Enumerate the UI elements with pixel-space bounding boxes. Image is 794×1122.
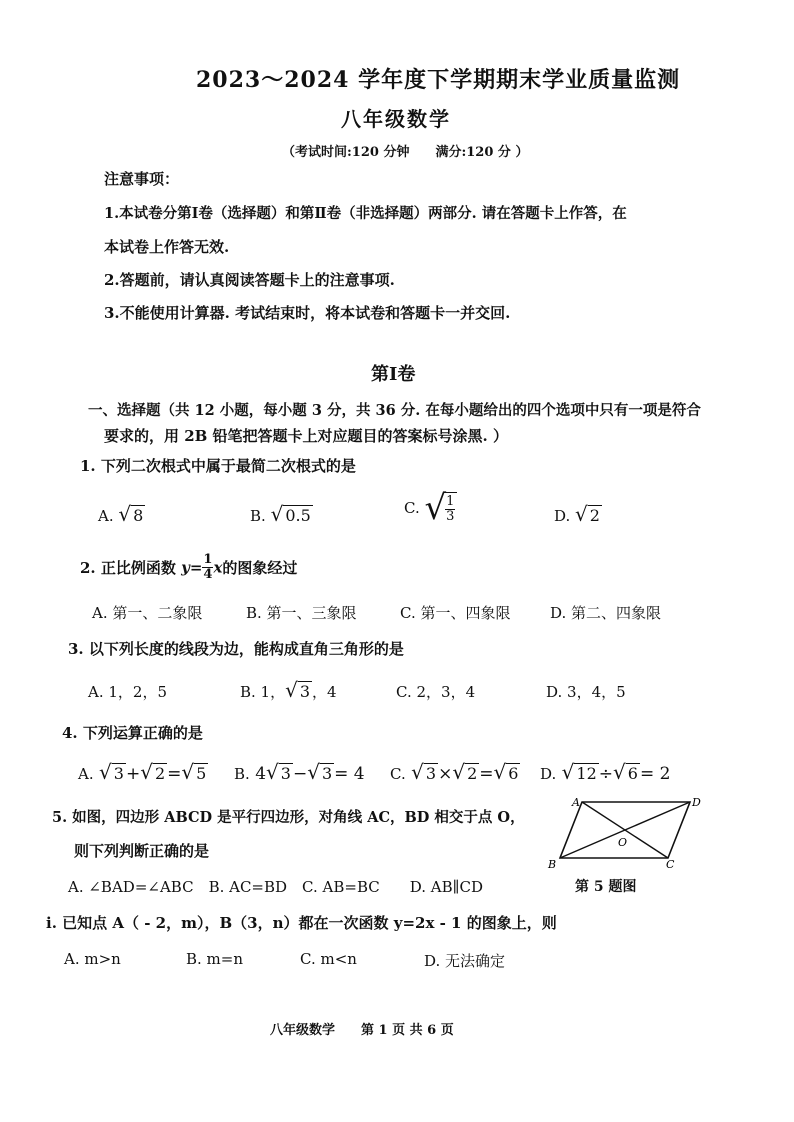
q4-c-rad-2: √ 2: [452, 760, 478, 784]
q4-b-result: = 4: [334, 764, 365, 784]
q4-c-radicand-2: 2: [467, 764, 478, 783]
q4-option-d: [540, 760, 670, 784]
q4-c-rad-3: √ 6: [493, 760, 519, 784]
q1-option-b-radical: √ 0.5: [270, 502, 311, 526]
q6-option-c: C. m<n: [300, 950, 357, 968]
q4-d-rad-2: √ 6: [613, 760, 638, 784]
q2-equals: =: [189, 558, 203, 577]
q3-option-b-radical: √ 3: [285, 678, 311, 702]
vertex-label-c: C: [666, 858, 675, 871]
q4-d-result: = 2: [639, 764, 671, 784]
notice-heading: 注意事项：: [104, 170, 180, 188]
q4-d-radicand-2: 6: [627, 764, 638, 783]
q4-a-rad-2: √ 2: [140, 760, 166, 784]
q1-option-c-denominator: 3: [446, 509, 455, 524]
q4-d-radicand-1: 12: [576, 764, 597, 783]
q4-a-operator: +: [125, 764, 141, 784]
q4-c-radicand-1: 3: [425, 764, 437, 783]
q1-option-d-label: D.: [554, 507, 571, 525]
q1-option-d-radicand: 2: [589, 506, 600, 525]
q4-b-rad-2: √ 3: [307, 760, 333, 784]
q3-option-b-suffix: ，4: [312, 683, 337, 701]
q1-option-d-radical: √ 2: [575, 502, 600, 526]
part1-intro-line-2: 要求的，用 2B 铅笔把答题卡上对应题目的答案标号涂黑. ）: [104, 427, 509, 445]
q2-stem: [80, 553, 297, 582]
section-title: 第Ⅰ卷: [371, 364, 416, 385]
q3-option-b: [240, 678, 337, 702]
q4-a-radicand-3: 5: [196, 764, 207, 783]
q1-option-a-radical: √ 8: [118, 502, 144, 526]
q1-option-c-numerator: 1: [446, 494, 455, 509]
q4-stem: 4. 下列运算正确的是: [62, 724, 203, 742]
q6-stem: i. 已知点 A（ - 2，m），B（3，n）都在一次函数 y=2x - 1 的图象上，则: [46, 914, 557, 932]
q2-denominator: 4: [203, 567, 213, 582]
q4-a-rad-1: √ 3: [99, 760, 124, 784]
q4-c-rad-1: √ 3: [411, 760, 437, 784]
subject-title: 八年级数学: [341, 107, 451, 131]
q4-option-a-label: A.: [78, 765, 94, 783]
q2-var-y: y: [181, 558, 190, 577]
vertex-label-d: D: [692, 796, 701, 809]
q3-option-b-prefix: B. 1，: [240, 683, 286, 701]
q4-a-radicand-2: 2: [154, 764, 166, 783]
q1-option-c: [404, 488, 457, 528]
q1-option-b-label: B.: [250, 507, 266, 525]
q2-stem-suffix: 的图象经过: [222, 559, 298, 577]
q4-option-c: [390, 760, 520, 784]
q1-option-b-radicand: 0.5: [285, 506, 311, 525]
q1-option-c-fraction: [443, 492, 457, 524]
vertex-label-b: B: [548, 858, 557, 871]
q4-b-coefficient: 4: [255, 764, 267, 784]
q6-option-d: D. 无法确定: [424, 952, 506, 970]
q5-stem-line-1: 5. 如图，四边形 ABCD 是平行四边形，对角线 AC，BD 相交于点 O，: [52, 809, 525, 826]
q3-option-c: C. 2，3，4: [396, 683, 476, 701]
q4-c-radicand-3: 6: [508, 764, 519, 783]
q6-option-b: B. m=n: [186, 950, 244, 968]
q5-parallelogram-figure: [540, 792, 710, 876]
q4-b-radicand-1: 3: [280, 764, 291, 783]
q1-option-c-label: C.: [404, 499, 420, 517]
notice-item-1-line-2: 本试卷上作答无效.: [104, 238, 230, 256]
q3-stem: 3. 以下列长度的线段为边，能构成直角三角形的是: [68, 640, 404, 658]
q2-option-a: A. 第一、二象限: [92, 604, 203, 622]
q1-option-d: [554, 502, 602, 526]
q1-option-c-radical-sign: √: [424, 488, 447, 528]
q4-b-operator: −: [292, 764, 308, 784]
q1-stem: 1. 下列二次根式中属于最简二次根式的是: [80, 457, 356, 475]
q4-c-operator: ×: [438, 764, 453, 784]
q4-option-d-label: D.: [540, 765, 557, 783]
exam-info: （考试时间:120 分钟 满分:120 分 ）: [282, 145, 529, 160]
q4-b-rad-1: √ 3: [266, 760, 291, 784]
exam-title: 2023～2024 学年度下学期期末学业质量监测: [196, 67, 681, 93]
q4-option-b: [234, 760, 365, 784]
q3-option-a: A. 1，2，5: [88, 683, 167, 701]
q2-option-d: D. 第二、四象限: [550, 604, 662, 622]
q4-option-c-label: C.: [390, 765, 406, 783]
q2-numerator: 1: [203, 552, 213, 567]
q4-d-rad-1: √ 12: [561, 760, 597, 784]
notice-item-3: 3.不能使用计算器. 考试结束时，将本试卷和答题卡一并交回.: [104, 304, 511, 322]
q3-option-d: D. 3，4，5: [546, 683, 626, 701]
vertex-label-a: A: [572, 796, 580, 809]
q4-a-equals: =: [167, 764, 182, 784]
q4-b-radicand-2: 3: [321, 764, 333, 783]
q4-option-b-label: B.: [234, 765, 250, 783]
q4-c-equals: =: [479, 764, 494, 784]
notice-item-2: 2.答题前，请认真阅读答题卡上的注意事项.: [104, 271, 395, 289]
q3-option-b-radicand: 3: [299, 682, 311, 701]
q2-stem-prefix: 2. 正比例函数: [80, 559, 176, 577]
q1-option-a-label: A.: [98, 507, 114, 525]
q5-stem-line-2: 则下列判断正确的是: [74, 842, 210, 860]
q1-option-a-radicand: 8: [133, 506, 144, 525]
q1-option-b: [250, 502, 313, 526]
q2-fraction: [202, 553, 213, 582]
q5-options: A. ∠BAD=∠ABC B. AC=BD C. AB=BC D. AB∥CD: [68, 878, 484, 896]
q4-option-a: [78, 760, 208, 784]
q1-option-a: [98, 502, 145, 526]
q4-a-rad-3: √ 5: [181, 760, 207, 784]
q2-option-c: C. 第一、四象限: [400, 604, 511, 622]
q4-d-operator: ÷: [598, 764, 614, 784]
q6-option-a: A. m>n: [64, 950, 121, 968]
page-footer: 八年级数学 第 1 页 共 6 页: [270, 1023, 454, 1038]
part1-intro-line-1: 一、选择题（共 12 小题，每小题 3 分，共 36 分. 在每小题给出的四个选项中只有一项是符合: [88, 402, 701, 419]
q4-a-radicand-1: 3: [113, 764, 124, 783]
notice-item-1-line-1: 1.本试卷分第Ⅰ卷（选择题）和第Ⅱ卷（非选择题）两部分. 请在答题卡上作答，在: [104, 205, 627, 222]
intersection-label-o: O: [618, 836, 628, 849]
q2-option-b: B. 第一、三象限: [246, 604, 357, 622]
q2-var-x: x: [213, 558, 223, 577]
q5-figure-caption: 第 5 题图: [575, 879, 637, 895]
